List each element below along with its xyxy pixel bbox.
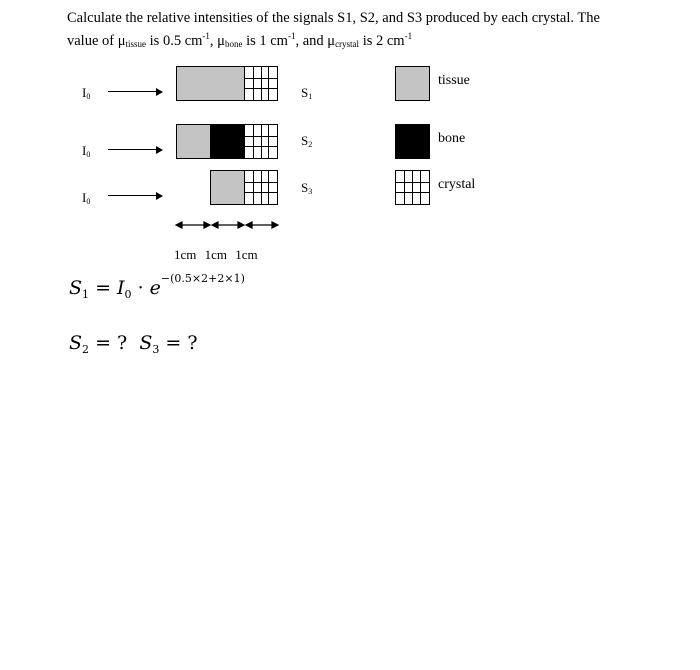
signal-label-3: $S_3$	[301, 180, 313, 196]
beam-arrow-3	[108, 195, 161, 196]
crystal-block	[244, 170, 278, 205]
tissue-block	[176, 66, 245, 101]
signal-label-2: $S_2$	[301, 133, 313, 149]
incident-label-2: $I_0$	[82, 143, 91, 159]
legend-bone-swatch	[395, 124, 430, 159]
beam-arrow-1	[108, 91, 161, 92]
signal-label-1: $S_1$	[301, 85, 313, 101]
equation-s2-s3: $S_2$ = ? $S_3$ = ?	[69, 332, 198, 356]
dimension-units-label: 1cm 1cm 1cm	[174, 247, 258, 262]
incident-label-1: $I_0$	[82, 85, 91, 101]
tissue-block	[210, 170, 245, 205]
dimension-arrows	[170, 218, 285, 232]
incident-label-3: $I_0$	[82, 190, 91, 206]
beam-arrow-2	[108, 149, 161, 150]
question-line-1: Calculate the relative intensities of the signals S1, S2, and S3 produced by each crystal. The	[67, 10, 600, 26]
legend-crystal-label: crystal	[438, 177, 476, 192]
bone-block	[210, 124, 245, 159]
question-text	[67, 9, 667, 53]
crystal-block	[244, 124, 278, 159]
crystal-block	[244, 66, 278, 101]
legend-bone-label: bone	[438, 131, 466, 146]
equation-s1: $S_1 = I_0 \cdot e^{-(0.5\times 2+2\times 1)}$	[69, 272, 245, 301]
legend-tissue-label: tissue	[438, 73, 470, 88]
tissue-block	[176, 124, 211, 159]
question-line-2: value of $\mu_{tissue}$ is 0.5 $cm^{-1}$, $\mu_{bone}$ is 1 $cm^{-1}$, and $\mu_{crystal}$ is 2 $cm^{-1}$	[67, 31, 413, 49]
legend-crystal-swatch	[395, 170, 430, 205]
legend-tissue-swatch	[395, 66, 430, 101]
